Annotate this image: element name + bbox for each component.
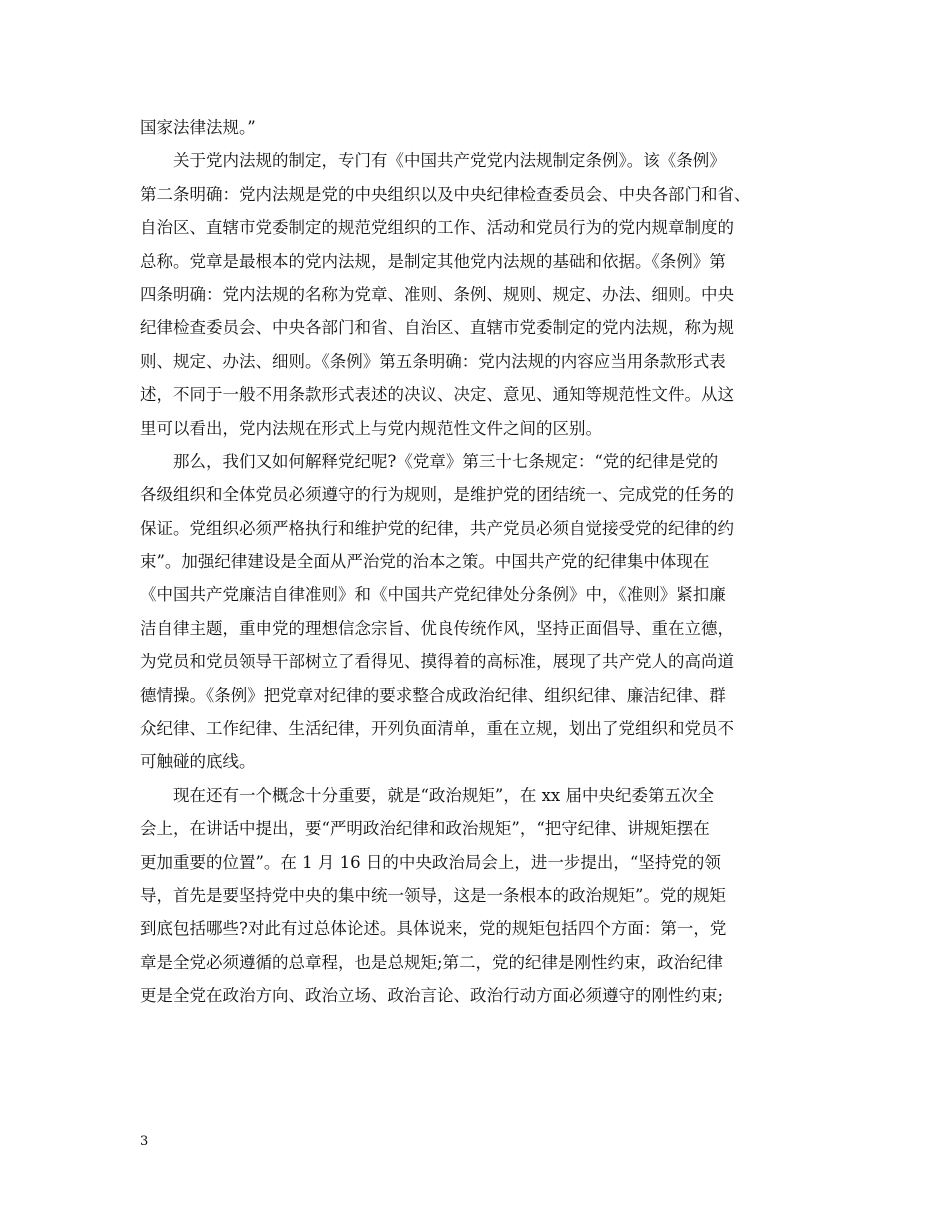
document-body bbox=[140, 111, 820, 1013]
paragraph bbox=[140, 144, 820, 445]
text-line: 各级组织和全体党员必须遵守的行为规则，是维护党的团结统一、完成党的任务的 bbox=[140, 485, 734, 505]
text-line: 可触碰的底线。 bbox=[140, 752, 256, 772]
text-line: 现在还有一个概念十分重要，就是“政治规矩”，在 xx 届中央纪委第五次全 bbox=[173, 785, 714, 805]
text-line: 众纪律、工作纪律、生活纪律，开列负面清单，重在立规，划出了党组织和党员不 bbox=[140, 719, 734, 739]
text-line: 里可以看出，党内法规在形式上与党内规范性文件之间的区别。 bbox=[140, 418, 602, 438]
paragraph bbox=[140, 779, 820, 1013]
text-line: 章是全党必须遵循的总章程，也是总规矩;第二，党的纪律是刚性约束，政治纪律 bbox=[140, 952, 724, 972]
paragraph bbox=[140, 445, 820, 779]
text-line: 会上，在讲话中提出，要“严明政治纪律和政治规矩”，“把守纪律、讲规矩摆在 bbox=[140, 819, 710, 839]
text-line: 自治区、直辖市党委制定的规范党组织的工作、活动和党员行为的党内规章制度的 bbox=[140, 218, 734, 238]
text-line: 四条明确：党内法规的名称为党章、准则、条例、规则、规定、办法、细则。中央 bbox=[140, 284, 734, 304]
text-line: 更加重要的位置”。在 1 月 16 日的中央政治局会上，进一步提出，“坚持党的领 bbox=[140, 852, 721, 872]
text-line: 述，不同于一般不用条款形式表述的决议、决定、意见、通知等规范性文件。从这 bbox=[140, 385, 734, 405]
text-line: 更是全党在政治方向、政治立场、政治言论、政治行动方面必须遵守的刚性约束; bbox=[140, 986, 724, 1006]
text-line: 洁自律主题，重申党的理想信念宗旨、优良传统作风，坚持正面倡导、重在立德， bbox=[140, 618, 734, 638]
text-line: 为党员和党员领导干部树立了看得见、摸得着的高标准，展现了共产党人的高尚道 bbox=[140, 652, 734, 672]
text-line: 束”。加强纪律建设是全面从严治党的治本之策。中国共产党的纪律集中体现在 bbox=[140, 552, 710, 572]
text-line: 第二条明确：党内法规是党的中央组织以及中央纪律检查委员会、中央各部门和省、 bbox=[140, 184, 751, 204]
text-line: 纪律检查委员会、中央各部门和省、自治区、直辖市党委制定的党内法规，称为规 bbox=[140, 318, 734, 338]
text-line: 德情操。《条例》把党章对纪律的要求整合成政治纪律、组织纪律、廉洁纪律、群 bbox=[140, 685, 726, 705]
text-line: 到底包括哪些?对此有过总体论述。具体说来，党的规矩包括四个方面：第一，党 bbox=[140, 919, 727, 939]
paragraph bbox=[140, 111, 820, 144]
text-line: 保证。党组织必须严格执行和维护党的纪律，共产党员必须自觉接受党的纪律的约 bbox=[140, 518, 734, 538]
text-line: 则、规定、办法、细则。《条例》第五条明确：党内法规的内容应当用条款形式表 bbox=[140, 351, 726, 371]
text-line: 导，首先是要坚持党中央的集中统一领导，这是一条根本的政治规矩”。党的规矩 bbox=[140, 885, 726, 905]
text-line: 国家法律法规。” bbox=[140, 118, 256, 137]
text-line: 关于党内法规的制定，专门有《中国共产党党内法规制定条例》。该《条例》 bbox=[173, 151, 726, 171]
text-line: 总称。党章是最根本的党内法规，是制定其他党内法规的基础和依据。《条例》第 bbox=[140, 251, 726, 271]
text-line: 《中国共产党廉洁自律准则》和《中国共产党纪律处分条例》中，《准则》紧扣廉 bbox=[140, 585, 726, 605]
text-line: 那么，我们又如何解释党纪呢?《党章》第三十七条规定：“党的纪律是党的 bbox=[173, 451, 719, 471]
page-number: 3 bbox=[140, 1134, 149, 1149]
